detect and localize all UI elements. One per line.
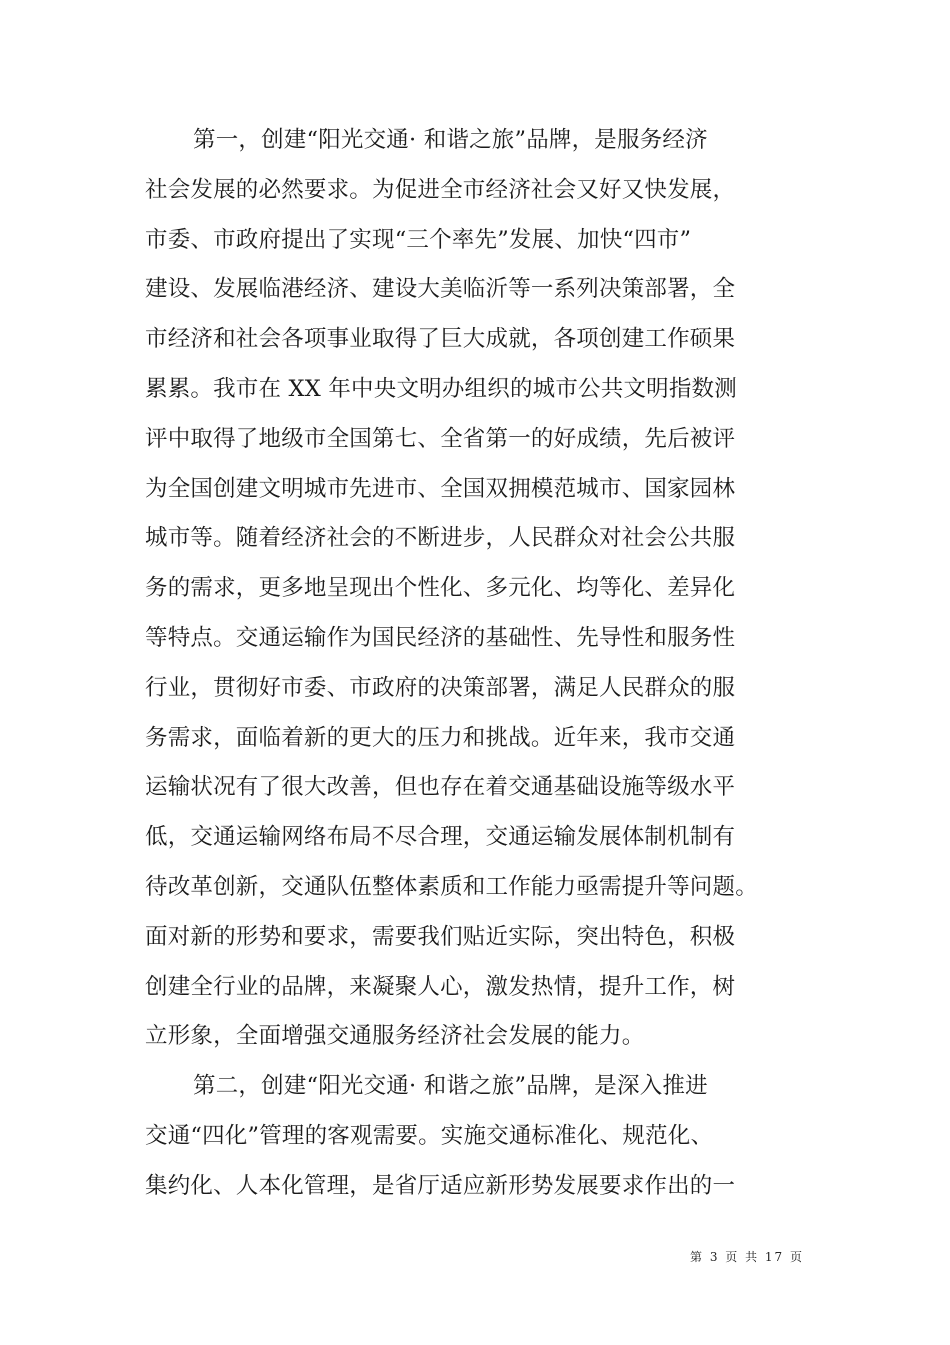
text-line: 等特点。交通运输作为国民经济的基础性、先导性和服务性 [145, 624, 736, 651]
text-line: 集约化、人本化管理，是省厅适应新形势发展要求作出的一 [145, 1172, 736, 1199]
text-line: 为全国创建文明城市先进市、全国双拥模范城市、国家园林 [145, 475, 736, 502]
text-line: 社会发展的必然要求。为促进全市经济社会又好又快发展， [145, 176, 736, 203]
text-line: 务需求，面临着新的更大的压力和挑战。近年来，我市交通 [145, 724, 736, 751]
text-line: 创建全行业的品牌，来凝聚人心，激发热情，提升工作，树 [145, 973, 736, 1000]
text-line: 面对新的形势和要求，需要我们贴近实际，突出特色，积极 [145, 923, 736, 950]
text-line: 累累。我市在 XX 年中央文明办组织的城市公共文明指数测 [145, 375, 737, 402]
text-line: 建设、发展临港经济、建设大美临沂等一系列决策部署，全 [145, 276, 736, 303]
text-line: 交通“四化”管理的客观需要。实施交通标准化、规范化、 [145, 1122, 714, 1149]
text-line: 市委、市政府提出了实现“三个率先”发展、加快“四市” [145, 226, 692, 253]
text-line: 运输状况有了很大改善，但也存在着交通基础设施等级水平 [145, 774, 736, 801]
text-line: 立形象，全面增强交通服务经济社会发展的能力。 [145, 1023, 645, 1050]
document-body [145, 116, 765, 1212]
text-line: 务的需求，更多地呈现出个性化、多元化、均等化、差异化 [145, 575, 736, 602]
text-line: 市经济和社会各项事业取得了巨大成就，各项创建工作硕果 [145, 326, 736, 353]
paragraph [145, 116, 765, 1062]
text-line: 第一，创建“阳光交通· 和谐之旅”品牌，是服务经济 [193, 127, 708, 153]
page-number-footer: 第 3 页 共 17 页 [690, 1250, 804, 1264]
text-line: 低，交通运输网络布局不尽合理，交通运输发展体制机制有 [145, 824, 736, 851]
text-line: 评中取得了地级市全国第七、全省第一的好成绩，先后被评 [145, 425, 736, 452]
text-line: 第二，创建“阳光交通· 和谐之旅”品牌，是深入推进 [193, 1073, 708, 1100]
text-line: 行业，贯彻好市委、市政府的决策部署，满足人民群众的服 [145, 674, 736, 701]
text-line: 待改革创新，交通队伍整体素质和工作能力亟需提升等问题。 [145, 873, 758, 900]
text-line: 城市等。随着经济社会的不断进步，人民群众对社会公共服 [145, 525, 736, 552]
paragraph [145, 1062, 765, 1211]
